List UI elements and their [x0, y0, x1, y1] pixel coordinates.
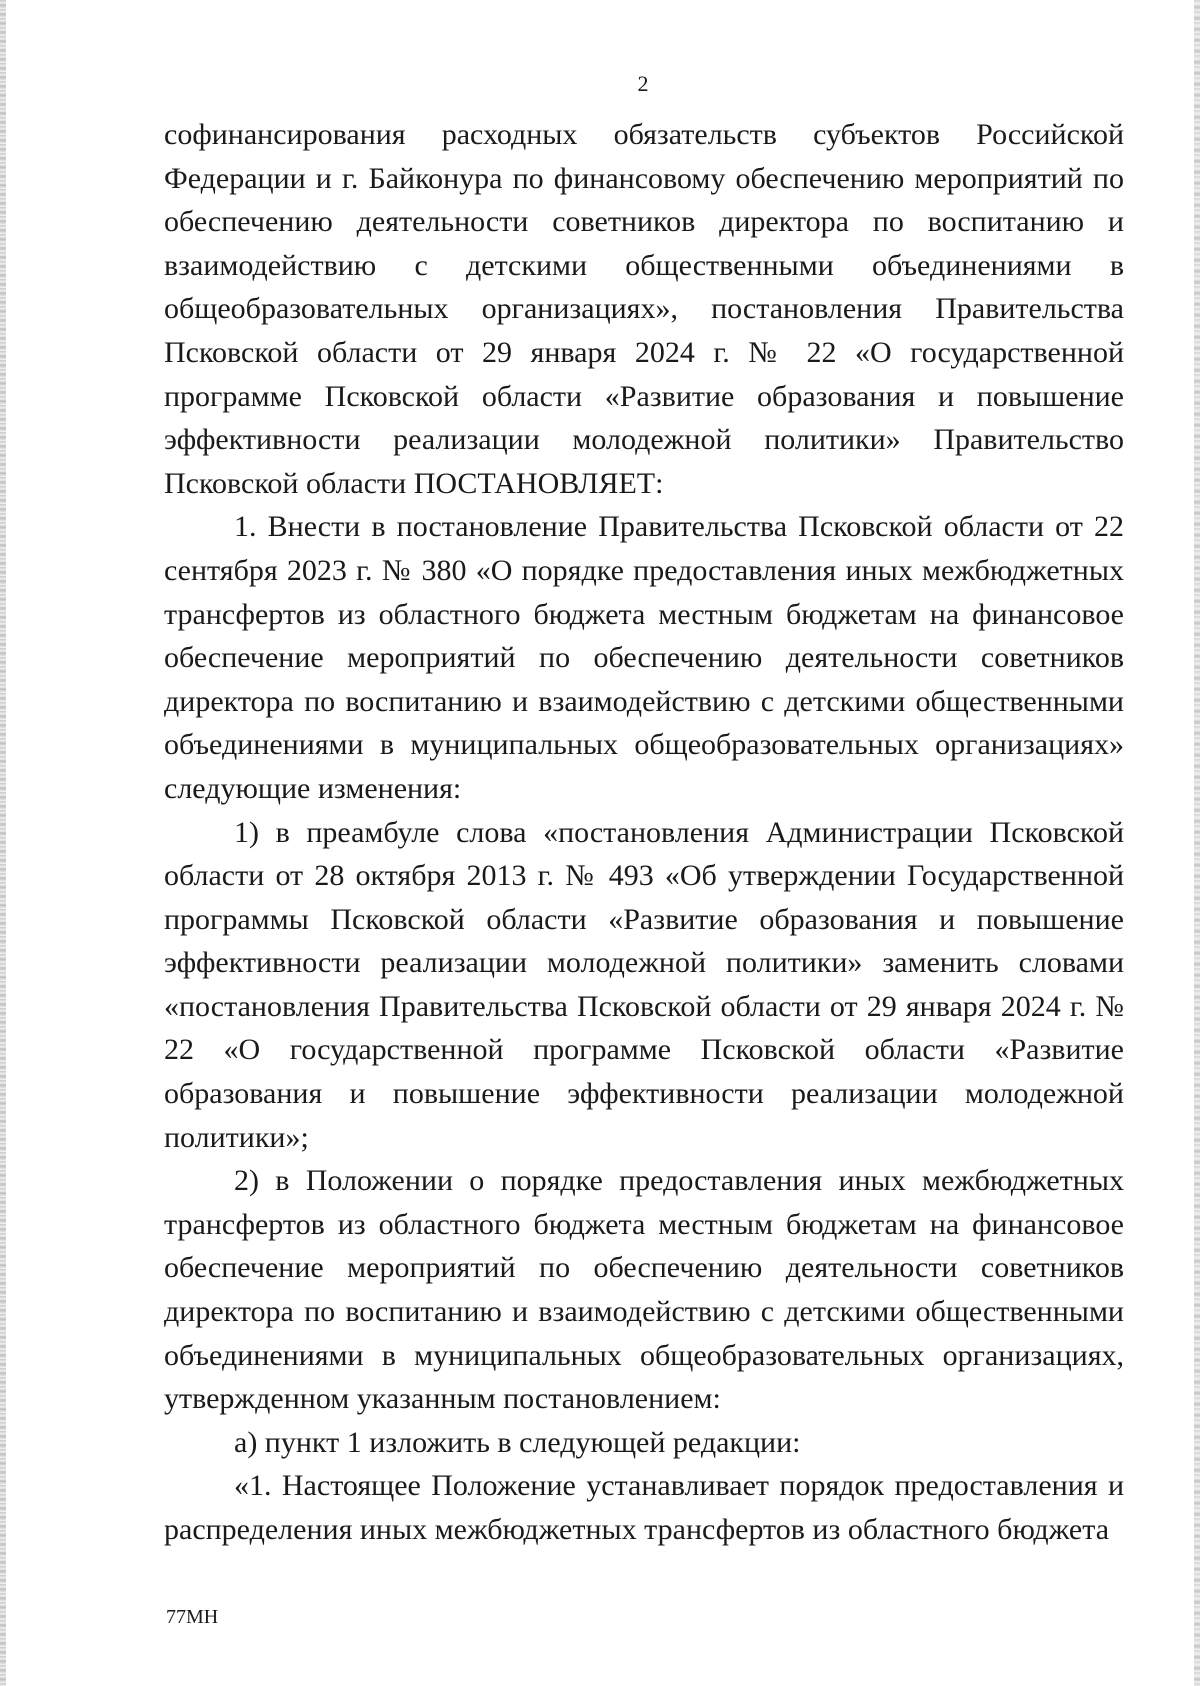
- paragraph-subitem-2: 2) в Положении о порядке предоставления иных межбюджетных трансфертов из областного бюджета местным бюджетам на финансовое обеспечение мероприятий по обеспечению деятельности советников директора по воспитанию и взаимодействию с детскими общественными объединениями в муниципальных общеобразовательных организациях, утвержденном указанным постановлением:: [164, 1164, 1124, 1416]
- footer-code: 77МН: [166, 1606, 219, 1628]
- page-number: 2: [637, 71, 649, 96]
- paragraph-quoted-clause-1: «1. Настоящее Положение устанавливает порядок предоставления и распределения иных межбюджетных трансфертов из областного бюджета: [164, 1469, 1124, 1546]
- paragraph-subitem-a: а) пункт 1 изложить в следующей редакции:: [234, 1425, 801, 1459]
- paragraph-preamble-continuation: софинансирования расходных обязательств субъектов Российской Федерации и г. Байконура по финансовому обеспечению мероприятий по обеспечению деятельности советников директора по воспитанию и взаимодействию с детскими общественными объединениями в общеобразовательных организациях», постановления Правительства Псковской области от 29 января 2024 г. № 22 «О государственной программе Псковской области «Развитие образования и повышение эффективности реализации молодежной политики» Правительство Псковской области ПОСТАНОВЛЯЕТ:: [164, 118, 1124, 500]
- scan-edge-right: [1194, 0, 1200, 1686]
- paragraph-item-1: 1. Внести в постановление Правительства Псковской области от 22 сентября 2023 г. № 380 «О порядке предоставления иных межбюджетных трансфертов из областного бюджета местным бюджетам на финансовое обеспечение мероприятий по обеспечению деятельности советников директора по воспитанию и взаимодействию с детскими общественными объединениями в муниципальных общеобразовательных организациях» следующие изменения:: [164, 510, 1124, 805]
- paragraph-subitem-1: 1) в преамбуле слова «постановления Администрации Псковской области от 28 октября 2013 г. № 493 «Об утверждении Государственной программы Псковской области «Развитие образования и повышение эффективности реализации молодежной политики» заменить словами «постановления Правительства Псковской области от 29 января 2024 г. № 22 «О государственной программе Псковской области «Развитие образования и повышение эффективности реализации молодежной политики»;: [164, 815, 1124, 1154]
- scan-edge-left: [0, 0, 6, 1686]
- document-body: [164, 113, 1124, 1552]
